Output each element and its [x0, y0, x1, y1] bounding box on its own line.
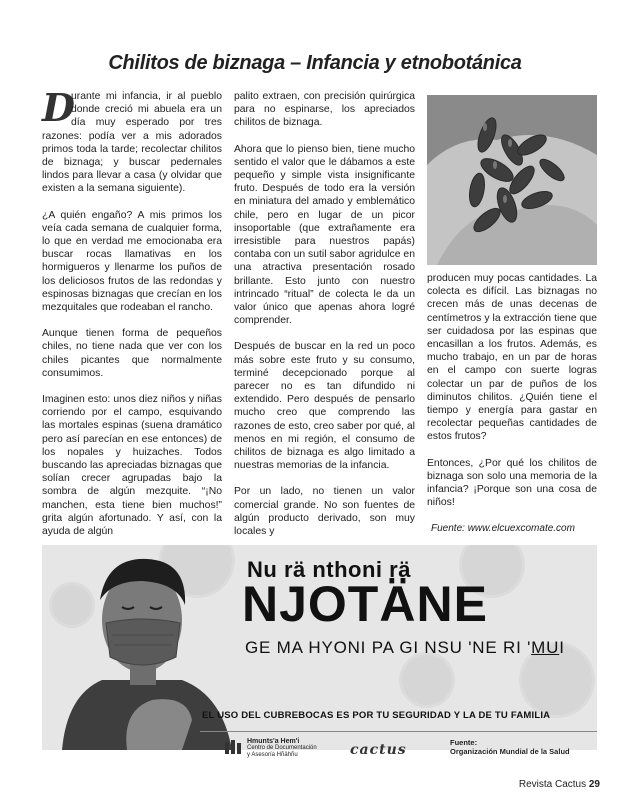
article-source: Fuente: www.elcuexcomate.com [431, 523, 575, 535]
chilitos-photo [427, 95, 597, 265]
logo1-sub: y Asesoría Hñähñu [247, 752, 298, 758]
banner-footer-text: EL USO DEL CUBREBOCAS ES POR TU SEGURIDAD Y LA DE TU FAMILIA [202, 710, 551, 721]
paragraph: Después de buscar en la red un poco más sobre este fruto y su consumo, terminé decepcionado porque al parecer no es tan difundido ni extendido. Pero después de pensarlo mucho creo que comprendo las razones de esto, creo saber por qué, al menos en mi región, el consumo de chilitos de biznaga es algo limitado a nuestras memorias de la infancia. [234, 341, 415, 472]
paragraph [42, 85, 222, 196]
source-who [450, 738, 570, 756]
hmuntsa-emblem-icon [223, 738, 243, 758]
dropcap: D [42, 85, 75, 130]
article-column-3 [427, 272, 597, 536]
sponsor-logos [42, 738, 597, 780]
article-title: Chilitos de biznaga – Infancia y etnobotánica [108, 52, 522, 74]
paragraph: Ahora que lo pienso bien, tiene mucho sentido el valor que le dábamos a este pequeño y simple vista insignificante fruto. Después de todo era la versión en miniatura del amado y emblemático chile, pero en lugar de un picor insoportable (que extrañamente era irresistible para nuestros papás) contaba con un sutil sabor agridulce en una atractiva presentación rosado brillante. Esto junto con nuestro intrincado “ritual” de colecta le da un valor único que apenas ahora logré comprender. [234, 143, 415, 327]
banner-line-3: GE MA HYONI PA GI NSU 'NE RI 'MUI [245, 638, 565, 657]
mask-campaign-banner [42, 545, 597, 750]
page-footer [519, 779, 600, 790]
banner-line-1: Nu rä nthoni rä [247, 557, 411, 582]
paragraph-text: urante mi infancia, ir al pueblo donde creció mi abuela era un día muy esperado por tres razones: podía ver a mis adorados primos toda la tarde; recolectar chilitos de biznaga; y buscar pedernales lindos para llevar a casa (y olvidar que existen a la semana siguiente). [42, 91, 222, 195]
article-column-2 [234, 90, 415, 551]
source-value: Organización Mundial de la Salud [450, 747, 570, 756]
paragraph: ¿A quién engaño? A mis primos los veía cada semana de cualquier forma, lo que en verdad me emocionaba era buscar rocas llamativas en los hormigueros y llenarme los puños de los deliciosos frutos de las redondas y espinosas biznagas que crecían en los mezquitales que rodeaban el rancho. [42, 209, 222, 314]
logo-divider [200, 731, 597, 732]
article-column-1 [42, 85, 222, 551]
hmuntsa-hemi-logo [247, 738, 317, 759]
cactus-logo: cactus [350, 742, 407, 758]
banner-headline: NJOTÄNE [242, 576, 488, 632]
virus-decoration-icon [402, 655, 452, 705]
paragraph: palito extraen, con precisión quirúrgica para no espinarse, los apreciados chilitos de biznaga. [234, 91, 415, 129]
magazine-name: Revista Cactus [518, 779, 587, 790]
source-label: Fuente: [450, 738, 478, 747]
page-number: 29 [588, 779, 600, 790]
paragraph: Entonces, ¿Por qué los chilitos de biznaga son solo una memoria de la infancia? ¡Porque son una cosa de niños! [427, 457, 597, 509]
paragraph: Aunque tienen forma de pequeños chiles, no tiene nada que ver con los chiles picantes que normalmente consumimos. [42, 328, 222, 379]
logo1-name: Hmunts'a Hem'i [247, 738, 300, 745]
paragraph: Imaginen esto: unos diez niños y niñas corriendo por el campo, esquivando las mortales espinas (suena dramático pero así parecían en ese entonces) de los nopales y huizaches. Todos buscando las apreciadas biznagas que solían crecer agrupadas bajo la sombra de algún mezquite. “¡No manchen, esta tiene bien muchos!” grita algún afortunado. Y así, con la ayuda de algún [42, 394, 222, 538]
paragraph: producen muy pocas cantidades. La colecta es difícil. Las biznagas no crecen más de unas decenas de centímetros y la extracción tiene que ser cuidadosa por las espinas que encasillan a los frutos. Además, es mucho trabajo, en un par de horas en el campo con suerte logras colectar un par de puños de los diminutos chilitos. ¿Quién tiene el tiempo y energía para gastar en recolectar pequeñas cantidades de estos frutos? [427, 273, 597, 443]
paragraph: Por un lado, no tienen un valor comercial grande. No son fuentes de algún producto derivado, son muy locales y [234, 486, 415, 538]
logo1-sub: Centro de Documentación [247, 745, 317, 751]
hand-with-chilitos-image [427, 95, 597, 265]
